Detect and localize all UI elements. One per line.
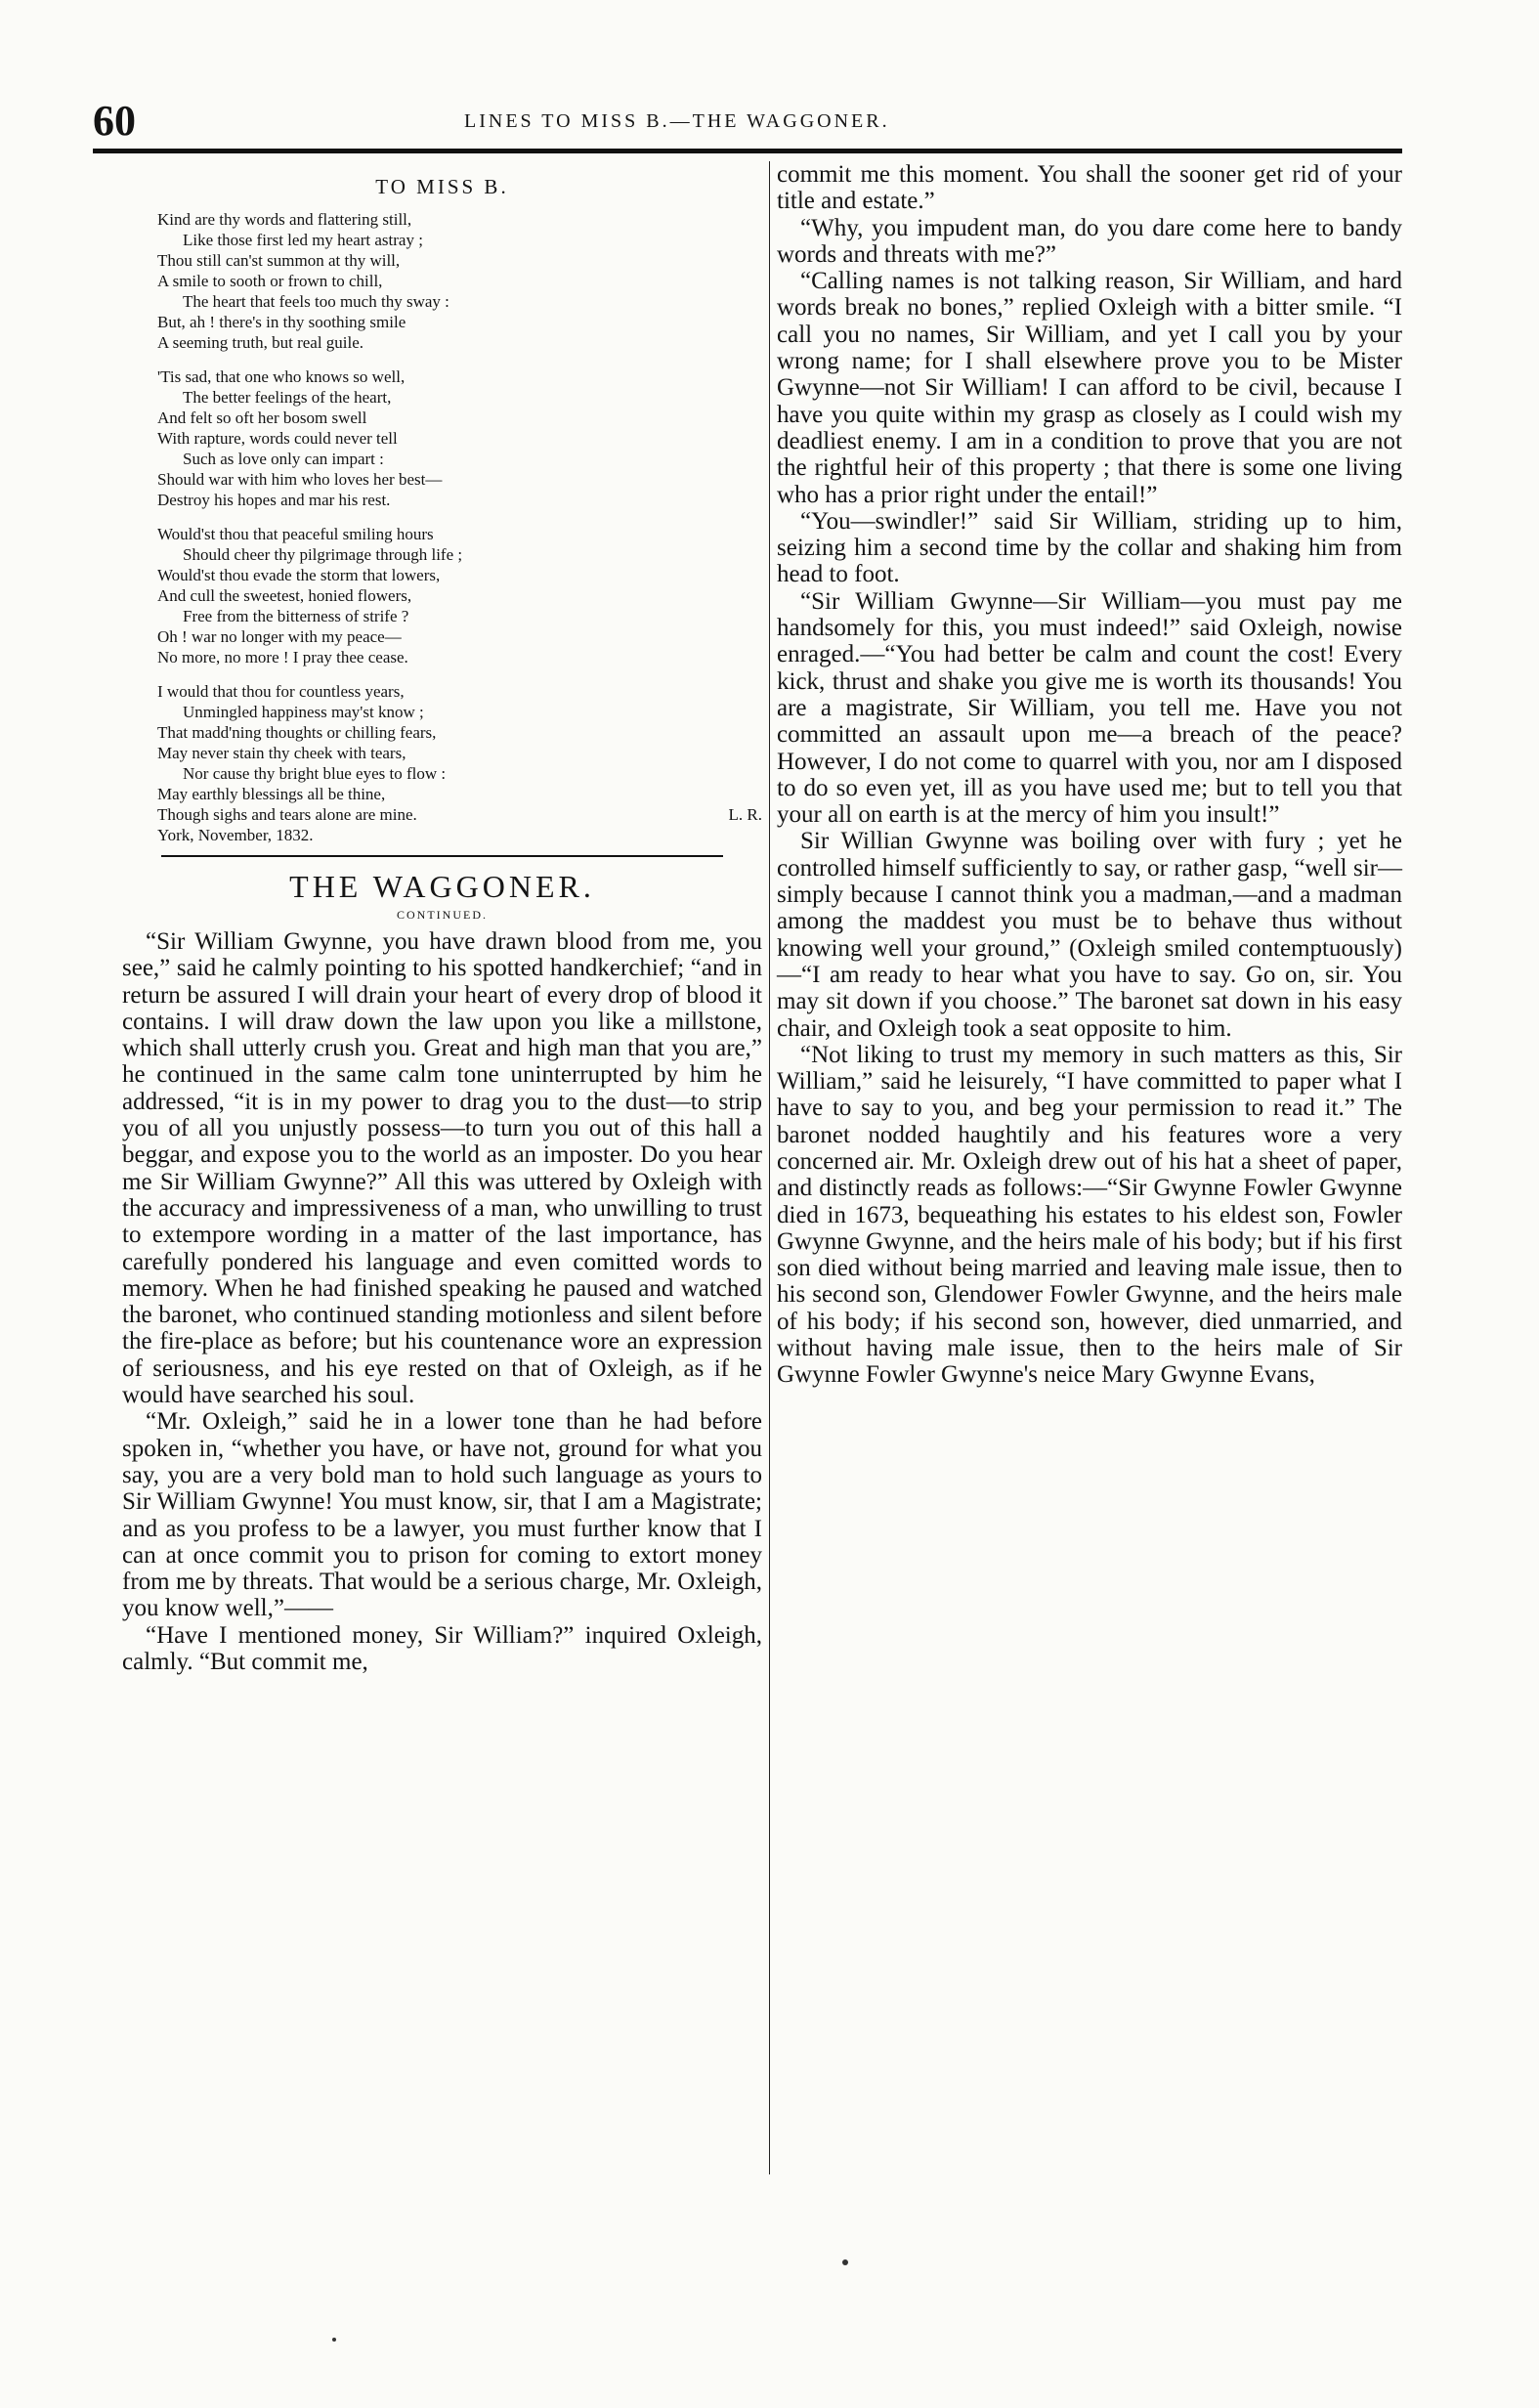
verse-line: Though sighs and tears alone are mine.	[157, 805, 417, 824]
story-title: THE WAGGONER.	[289, 869, 595, 904]
page-header	[93, 96, 1402, 147]
verse-line: Nor cause thy bright blue eyes to flow :	[183, 764, 447, 783]
header-rule	[93, 149, 1402, 153]
page-number: 60	[93, 97, 136, 145]
ink-speck	[332, 2338, 336, 2342]
verse-line: May earthly blessings all be thine,	[157, 785, 386, 803]
poem-stanza-1	[157, 209, 762, 353]
verse-line: Destroy his hopes and mar his rest.	[157, 491, 391, 509]
verse-line: Such as love only can impart :	[183, 450, 384, 468]
verse-line: With rapture, words could never tell	[157, 429, 398, 448]
poem-stanza-2	[157, 366, 762, 510]
story-paragraph: commit me this moment. You shall the sooner get rid of your title and estate.”	[777, 161, 1402, 215]
verse-line: Unmingled happiness may'st know ;	[183, 703, 424, 721]
story-paragraph: Sir Willian Gwynne was boiling over with fury ; yet he controlled himself sufficiently to say, or rather gasp, “well sir—simply because I cannot think you a madman,—and a madman among the maddest you must be to behave thus without knowing well your ground,” (Oxleigh smiled contemptuously)—“I am ready to hear what you have to say. Go on, sir. You may sit down if you choose.” The baronet sat down in his easy chair, and Oxleigh took a seat opposite to him.	[777, 828, 1402, 1042]
poem-signature: L. R.	[728, 805, 762, 824]
poem-date: York, November, 1832.	[157, 826, 314, 844]
continued-label: CONTINUED.	[397, 908, 488, 922]
verse-line: Thou still can'st summon at thy will,	[157, 251, 401, 270]
story-paragraph: “You—swindler!” said Sir William, striding up to him, seizing him a second time by the collar and shaking him from head to foot.	[777, 507, 1402, 588]
left-column	[122, 171, 762, 1675]
verse-line: No more, no more ! I pray thee cease.	[157, 648, 408, 666]
verse-line: Should war with him who loves her best—	[157, 470, 443, 489]
story-paragraph: “Not liking to trust my memory in such matters as this, Sir William,” said he leisurely, “I have committed to paper what I have to say to you, and beg your permission to read it.” The baronet nodded haughtily and his features wore a very concerned air. Mr. Oxleigh drew out of his hat a sheet of paper, and distinctly reads as follows:—“Sir Gwynne Fowler Gwynne died in 1673, bequeathing his estates to his eldest son, Fowler Gwynne Gwynne, and the heirs male of his body; but if his first son died without being married and leaving male issue, then to his second son, Glendower Fowler Gwynne, and the heirs male of his body; if his second son, however, died unmarried, and without having male issue, then to the heirs male of Sir Gwynne Fowler Gwynne's neice Mary Gwynne Evans,	[777, 1041, 1402, 1389]
verse-line: Free from the bitterness of strife ?	[183, 607, 409, 625]
verse-line: And felt so oft her bosom swell	[157, 408, 367, 427]
verse-line: Should cheer thy pilgrimage through life ;	[183, 545, 463, 564]
verse-line: That madd'ning thoughts or chilling fears,	[157, 723, 437, 742]
verse-line: Would'st thou that peaceful smiling hours	[157, 525, 434, 543]
verse-line: May never stain thy cheek with tears,	[157, 744, 406, 762]
right-column	[777, 161, 1402, 1389]
verse-line: Kind are thy words and flattering still,	[157, 210, 412, 229]
verse-line: Like those first led my heart astray ;	[183, 231, 423, 249]
verse-line: The better feelings of the heart,	[183, 388, 392, 407]
ink-speck	[842, 2259, 848, 2265]
story-paragraph: “Why, you impudent man, do you dare come here to bandy words and threats with me?”	[777, 214, 1402, 268]
poem-last-line-row	[157, 804, 762, 825]
verse-line: 'Tis sad, that one who knows so well,	[157, 367, 406, 386]
story-paragraph: “Calling names is not talking reason, Sir William, and hard words break no bones,” replied Oxleigh with a bitter smile. “I call you no names, Sir William, and yet I call you by your wrong name; for I shall elsewhere prove you to be Mister Gwynne—not Sir William! I can afford to be civil, because I have you quite within my grasp as closely as I could wish my deadliest enemy. I am in a condition to prove that you are not the rightful heir of this property ; that there is some one living who has a prior right under the entail!”	[777, 268, 1402, 508]
verse-line: And cull the sweetest, honied flowers,	[157, 586, 412, 605]
verse-line: The heart that feels too much thy sway :	[183, 292, 449, 311]
verse-line: A smile to sooth or frown to chill,	[157, 272, 383, 290]
story-paragraph: “Have I mentioned money, Sir William?” inquired Oxleigh, calmly. “But commit me,	[122, 1621, 762, 1676]
column-divider	[769, 161, 770, 2174]
poem-stanza-4	[157, 681, 762, 804]
verse-line: Oh ! war no longer with my peace—	[157, 627, 402, 646]
section-rule	[161, 855, 723, 857]
story-paragraph: “Mr. Oxleigh,” said he in a lower tone than he had before spoken in, “whether you have, or have not, ground for what you say, you are a very bold man to hold such language as yours to Sir William Gwynne! You must know, sir, that I am a Magistrate; and as you profess to be a lawyer, you must further know that I can at once commit you to prison for coming to extort money from me by threats. That would be a serious charge, Mr. Oxleigh, you know well,”——	[122, 1408, 762, 1622]
poem-title: TO MISS B.	[375, 175, 509, 198]
verse-line: I would that thou for countless years,	[157, 682, 405, 701]
verse-line: Would'st thou evade the storm that lowers,	[157, 566, 441, 584]
running-title: LINES TO MISS B.—THE WAGGONER.	[464, 110, 890, 132]
verse-line: But, ah ! there's in thy soothing smile	[157, 313, 406, 331]
verse-line: A seeming truth, but real guile.	[157, 333, 364, 352]
story-paragraph: “Sir William Gwynne—Sir William—you must pay me handsomely for this, you must indeed!” said Oxleigh, nowise enraged.—“You had better be calm and count the cost! Every kick, thrust and shake you give me is worth its thousands! You are a magistrate, Sir William, you tell me. Have you not committed an assault upon me—a breach of the peace? However, I do not come to quarrel with you, nor am I disposed to do so even yet, ill as you have used me; but to tell you that your all on earth is at the mercy of him you insult!”	[777, 587, 1402, 829]
story-paragraph: “Sir William Gwynne, you have drawn blood from me, you see,” said he calmly pointing to his spotted handkerchief; “and in return be assured I will drain your heart of every drop of blood it contains. I will draw down the law upon you like a millstone, which shall utterly crush you. Great and high man that you are,” he continued in the same calm tone uninterrupted by him he addressed, “it is in my power to drag you to the dust—to strip you of all you unjustly possess—to turn you out of this hall a beggar, and expose you to the world as an imposter. Do you hear me Sir William Gwynne?” All this was uttered by Oxleigh with the accuracy and impressiveness of a man, who unwilling to trust to extempore wording in a matter of the last importance, has carefully pondered his language and even comitted words to memory. When he had finished speaking he paused and watched the baronet, who continued standing motionless and silent before the fire-place as before; but his countenance wore an expression of seriousness, and his eye rested on that of Oxleigh, as if he would have searched his soul.	[122, 928, 762, 1409]
poem-stanza-3	[157, 524, 762, 667]
